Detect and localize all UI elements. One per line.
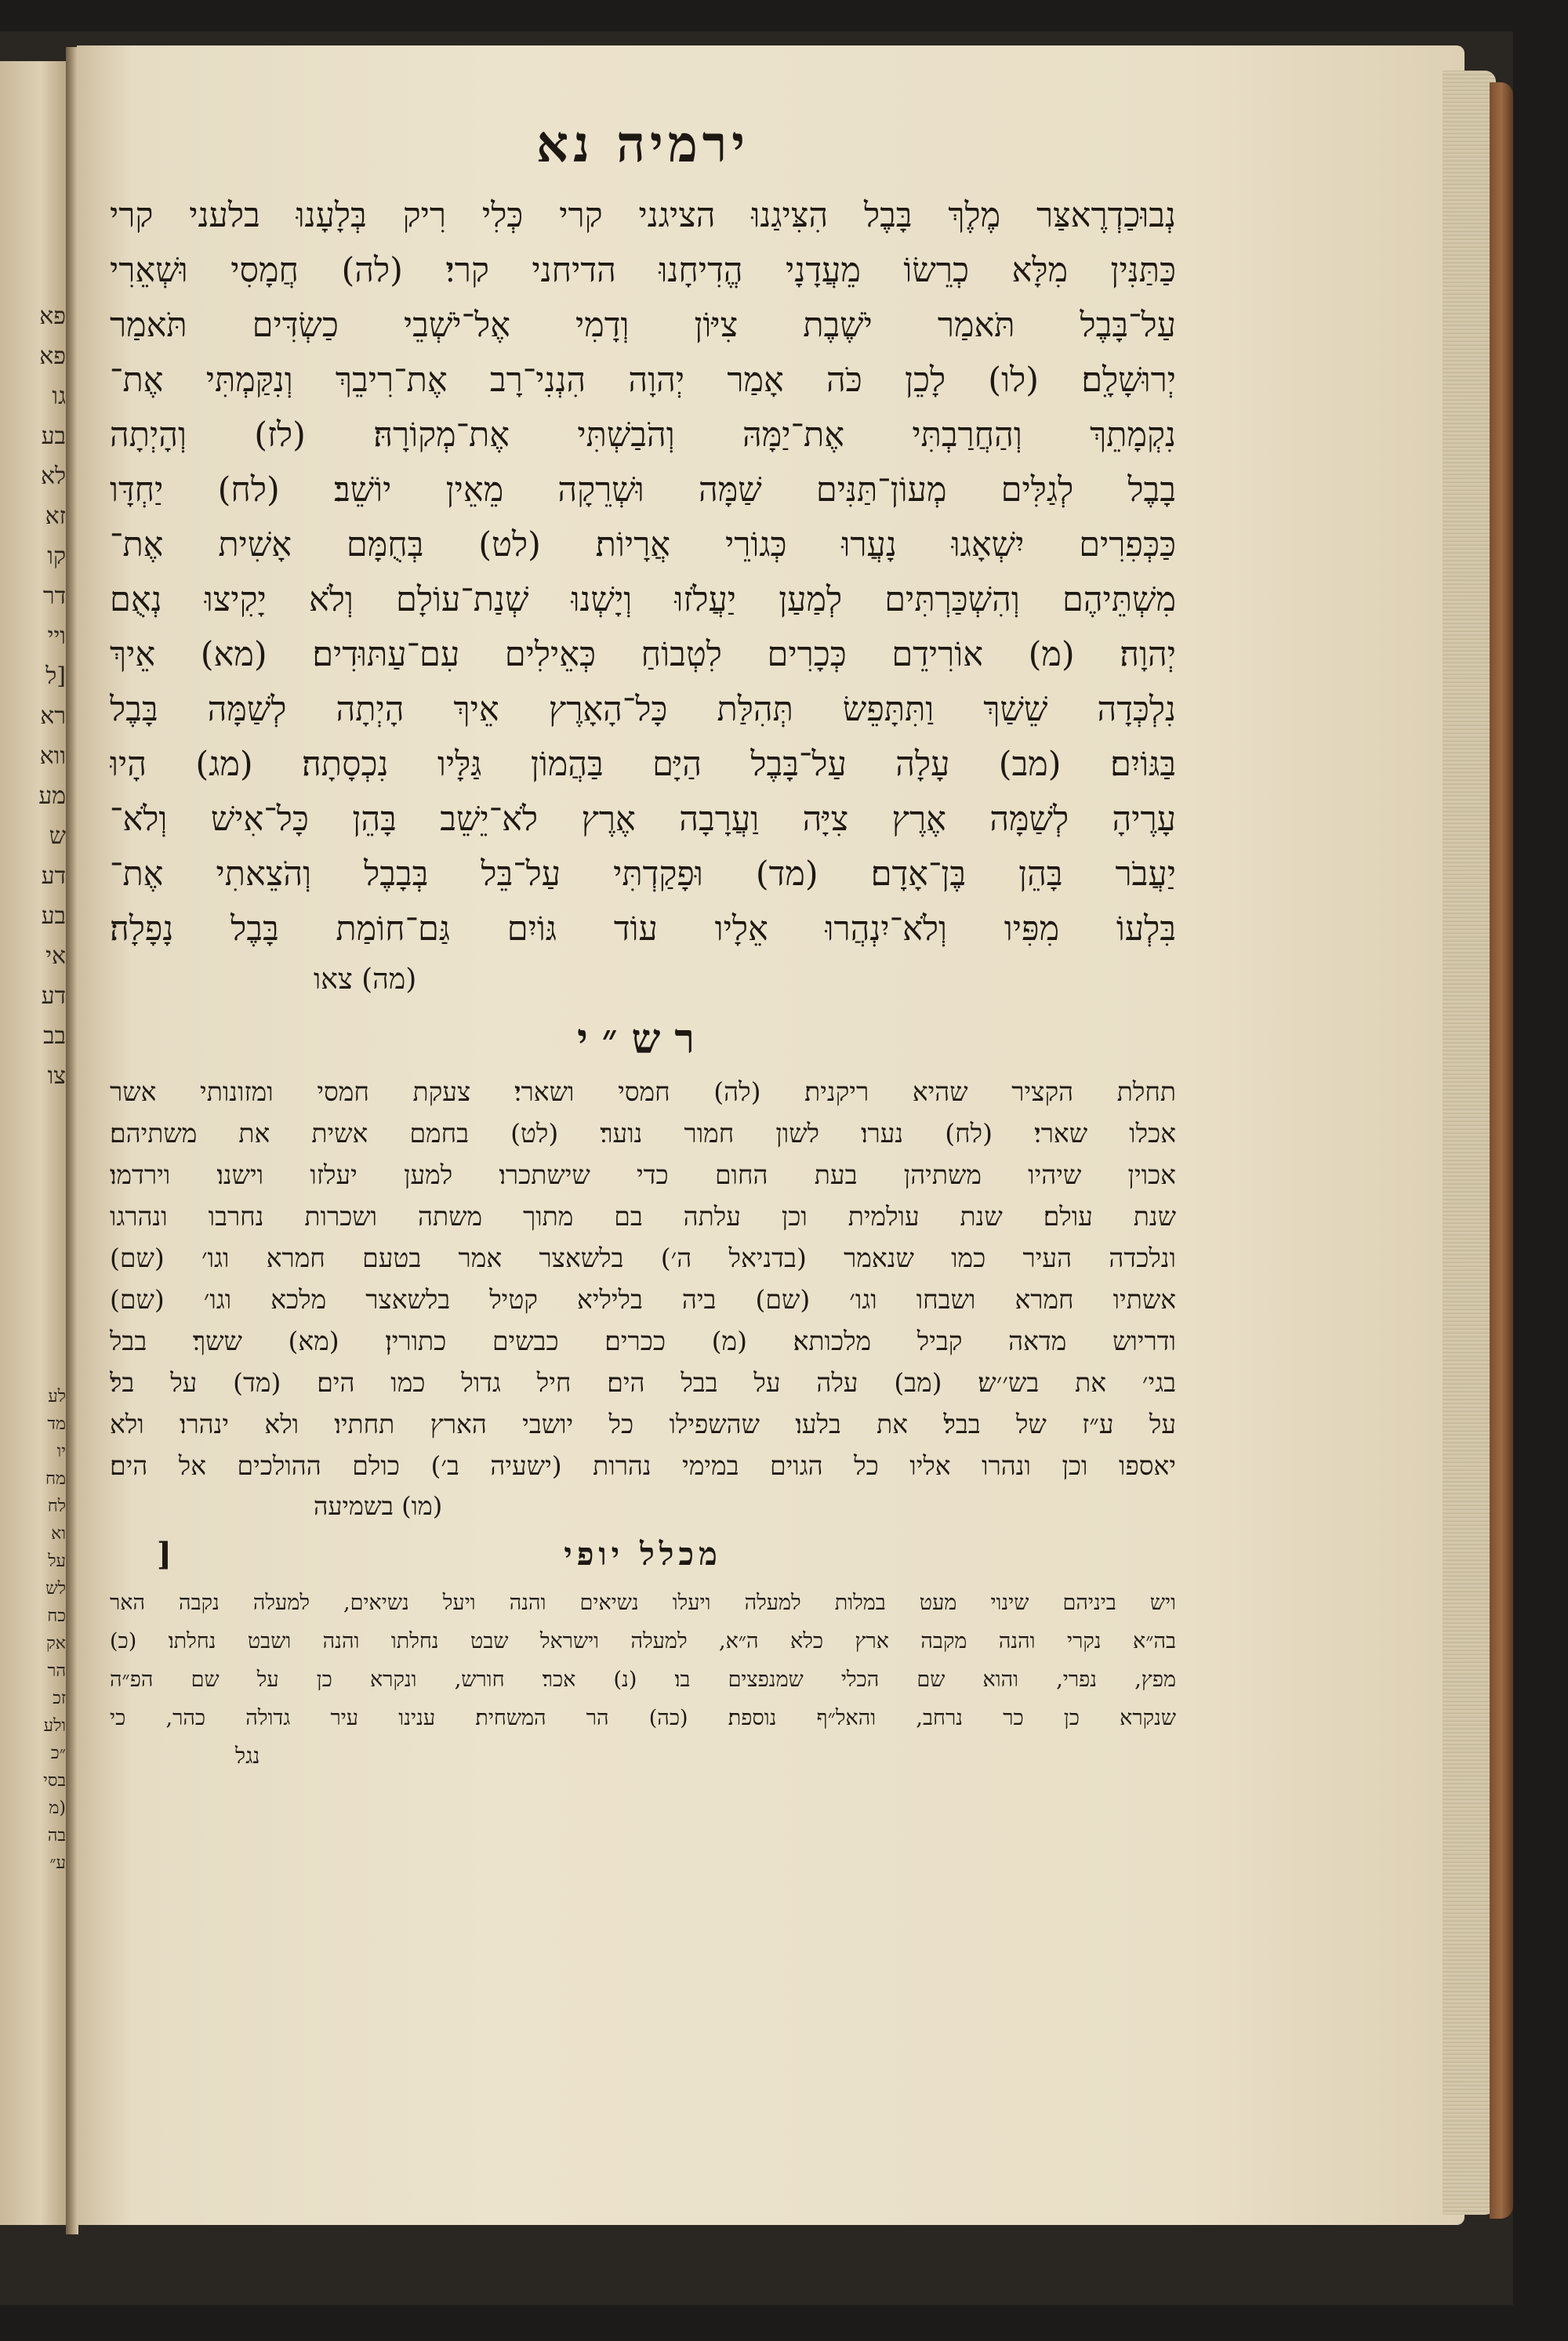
mikhlol-line: ויש ביניהם שינוי מעט במלות למעלה ויעלו נשיאים והנה ויעל נשיאים, למעלה נקבה האר xyxy=(110,1591,1176,1615)
verse-line: מִשְׁתֵּיהֶם וְהִשְׁכַּרְתִּים לְמַעַן יַעֲלֹזוּ וְיָשְׁנוּ שְׁנַת־עוֹלָם וְלֹא יָקִיצוּ נְאֻם xyxy=(110,580,1176,619)
verse-line: נִלְכְּדָה שֵׁשַׁךְ וַתִּתָּפֵשׂ תְּהִלַּת כָּל־הָאָרֶץ אֵיךְ הָיְתָה לְשַׁמָּה בָּבֶל xyxy=(110,690,1176,729)
verse-line: בַּגּוֹיִם׃ (מב) עָלָה עַל־בָּבֶל הַיָּם בַּהֲמוֹן גַּלָּיו נִכְסָתָה׃ (מג) הָיוּ xyxy=(110,745,1176,784)
left-page-text xyxy=(3,296,66,1096)
left-page-fragment: ווא xyxy=(39,742,66,770)
mikhlol-line: מפץ, נפרי, והוא שם הכלי שמנפצים בו׃ (נ) אכר׃ חורש, ונקרא כן על שם הפ״ה xyxy=(110,1668,1176,1692)
leather-cover-edge xyxy=(1490,82,1513,2219)
left-page-fragment: (מ xyxy=(49,1798,66,1818)
left-page-fragment: לח xyxy=(47,1497,66,1516)
commentary-line: אכלו שארי׃ (לח) נערו׃ לשון חמור נוער׃ (לט) בחמם אשית את משתיהם׃ xyxy=(110,1118,1176,1149)
commentary-line: יאספו וכן ונהרו אליו כל הגוים במימי נהרות (ישעיה ב׳) כולם ההולכים אל הים׃ xyxy=(110,1450,1176,1481)
commentary-line: אכוין שיהיו משתיהן בעת החום כדי שישתכרו׃ למען יעלזו וישנו׃ וירדמו׃ xyxy=(110,1160,1176,1190)
left-page-fragment: על xyxy=(48,1552,66,1571)
left-page-fragment: בסי xyxy=(43,1771,66,1791)
left-page-fragment: גו xyxy=(52,383,66,410)
left-page-fragment: לע xyxy=(48,1387,66,1406)
mikhlol-commentary xyxy=(110,1584,1176,1737)
mikhlol-line: שנקרא כן כר נרחב, והאל״ף נוספת׃ (כה) הר המשחית׃ ענינו עיר גדולה כהר, כי xyxy=(110,1706,1176,1730)
left-page-fragment: פא xyxy=(39,303,66,330)
verse-line: יַעֲבֹר בָּהֵן בֶּן־אָדָם׃ (מד) וּפָקַדְתִּי עַל־בֵּל בְּבָבֶל וְהֹצֵאתִי אֶת־ xyxy=(110,855,1176,894)
rashi-heading: רש״י xyxy=(577,1015,709,1063)
left-page-fragment: [ל xyxy=(45,662,66,690)
catchword-row-2 xyxy=(110,1486,1176,1526)
left-page-fragment: הר xyxy=(47,1661,66,1681)
catchword-2: (מו) בשמיעה xyxy=(314,1491,443,1521)
verse-line: נְבוּכַדְרֶאצַּר מֶלֶךְ בָּבֶל הִצִּיגַנוּ הציגני קרי כְּלִי רִיק בְּלָעָנוּ בלעני קרי xyxy=(110,196,1176,235)
commentary-line: על ע״ז של בבל׃ את בלעו׃ שהשפילו כל יושבי הארץ תחתיו׃ ולא ינהרו׃ ולא xyxy=(110,1409,1176,1439)
left-page-fragment: יו xyxy=(56,1442,66,1461)
left-page-fragment: דע xyxy=(41,982,66,1010)
mikhlol-line: בה״א נקרי והנה מקבה ארץ כלא ה״א, למעלה וישראל שבט נחלתו והנה ושבט נחלתו׃ (כ) xyxy=(110,1629,1176,1653)
left-page-fragment: דע xyxy=(41,862,66,890)
mikhlol-heading xyxy=(110,1526,1176,1584)
mikhlol-heading-text: מכלל יופי xyxy=(564,1536,722,1573)
left-page-fragment: לא xyxy=(40,463,66,490)
left-page-fragment: וא xyxy=(51,1524,66,1544)
left-page-fragment: בב xyxy=(43,1022,66,1050)
left-page-fragment: ע״ xyxy=(49,1853,66,1873)
verse-line: בִּלְעוֹ מִפִּיו וְלֹא־יִנְהֲרוּ אֵלָיו עוֹד גּוֹיִם גַּם־חוֹמַת בָּבֶל נָפָלָה׃ xyxy=(110,909,1176,949)
verse-line: יְהוָה׃ (מ) אוֹרִידֵם כְּכָרִים לִטְבוֹחַ כְּאֵילִים עִם־עַתּוּדִים׃ (מא) אֵיךְ xyxy=(110,635,1176,674)
left-page-fragment: כח xyxy=(47,1606,66,1626)
left-page-fragment: מח xyxy=(45,1469,66,1489)
left-page-fragment: מד xyxy=(47,1414,66,1434)
scripture-text xyxy=(110,188,1176,956)
left-page-fragment: רא xyxy=(40,702,66,730)
left-page-fragment: דר xyxy=(42,583,66,610)
left-page-fragment: ש xyxy=(49,822,66,850)
left-page-notes xyxy=(3,1383,66,1877)
verse-line: עָרֶיהָ לְשַׁמָּה אֶרֶץ צִיָּה וַעֲרָבָה אֶרֶץ לֹא־יֵשֵׁב בָּהֵן כָּל־אִישׁ וְלֹא־ xyxy=(110,800,1176,839)
verse-line: יְרוּשָׁלִָם׃ (לו) לָכֵן כֹּה אָמַר יְהוָה הִנְנִי־רָב אֶת־רִיבֵךְ וְנִקַּמְתִּי אֶת־ xyxy=(110,361,1176,400)
verse-line: נִקְמָתֵךְ וְהַחֲרַבְתִּי אֶת־יַמָּהּ וְהֹבַשְׁתִּי אֶת־מְקוֹרָהּ׃ (לז) וְהָיְתָה xyxy=(110,416,1176,455)
mikhlol-catchword-row xyxy=(110,1737,1176,1775)
left-page-fragment: בה xyxy=(47,1826,66,1846)
bracket-mark: [ xyxy=(157,1536,176,1573)
left-page-fragment: מע xyxy=(38,782,66,810)
left-page-fragment: ולע xyxy=(43,1716,66,1736)
left-page-fragment: ויי xyxy=(47,622,66,650)
commentary-line: תחלת הקציר שהיא ריקנית׃ (לה) חמסי ושארי׃ צעקת חמסי ומזונותי אשר xyxy=(110,1076,1176,1107)
left-page-fragment: פא xyxy=(39,343,66,370)
left-page-fragment: צו xyxy=(47,1062,66,1090)
mikhlol-catchword: נגל xyxy=(235,1743,260,1769)
left-page-fragment: אי xyxy=(45,942,66,970)
commentary-line: אשתיו חמרא ושבחו וגו׳ (שם) ביה בליליא קטיל בלשאצר מלכא וגו׳ (שם) xyxy=(110,1284,1176,1315)
left-page-fragment: אק xyxy=(46,1634,66,1653)
verse-line: כַּתַּנִּין מִלָּא כְרֵשׂוֹ מֵעֲדָנָי הֱדִיחָנוּ הדיחני קרי׃ (לה) חֲמָסִי וּשְׁאֵרִי xyxy=(110,251,1176,290)
left-page-fragment: זא xyxy=(45,503,66,530)
verse-line: בָבֶל לְגַלִּים מְעוֹן־תַּנִּים שַׁמָּה וּשְׁרֵקָה מֵאֵין יוֹשֵׁב׃ (לח) יַחְדָּו xyxy=(110,470,1176,510)
rashi-commentary xyxy=(110,1071,1176,1486)
left-page-edge xyxy=(0,61,67,2225)
running-head: ירמיה נא xyxy=(536,115,750,174)
commentary-line: בגי׳ את בש׳׳ש׃ (מב) עלה על בבל הים׃ חיל גדול כמו הים׃ (מד) על בל׃ xyxy=(110,1367,1176,1398)
commentary-line: ונלכדה העיר כמו שנאמר (בדניאל ה׳) בלשאצר אמר בטעם חמרא וגו׳ (שם) xyxy=(110,1243,1176,1273)
left-page-fragment: לש xyxy=(45,1579,66,1599)
verse-line: כַּכְּפִרִים יִשְׁאָגוּ נָעֲרוּ כְּגוֹרֵי אֲרָיוֹת׃ (לט) בְּחֻמָּם אָשִׁית אֶת־ xyxy=(110,525,1176,564)
left-page-fragment: ״כ xyxy=(50,1744,66,1763)
commentary-line: שנת עולם׃ שנת עולמית וכן עלתה בם מתוך משתה ושכרות נחרבו ונהרגו xyxy=(110,1201,1176,1232)
commentary-line: ודריוש מדאה קביל מלכותא׃ (מ) ככרים׃ כבשים כתורין׃ (מא) ששך׃ בבל xyxy=(110,1326,1176,1356)
left-page-fragment: זכ xyxy=(53,1689,66,1708)
catchword: (מה) צאו xyxy=(314,964,417,996)
left-page-fragment: בע xyxy=(41,423,66,450)
catchword-row xyxy=(110,956,1176,1004)
left-page-fragment: קו xyxy=(47,543,66,570)
left-page-fragment: בע xyxy=(41,902,66,930)
verse-line: עַל־בָּבֶל תֹּאמַר יֹשֶׁבֶת צִיּוֹן וְדָמִי אֶל־יֹשְׁבֵי כַשְׂדִּים תֹּאמַר xyxy=(110,306,1176,345)
page-text-block xyxy=(110,102,1176,1775)
page-fore-edge xyxy=(1443,71,1496,2215)
